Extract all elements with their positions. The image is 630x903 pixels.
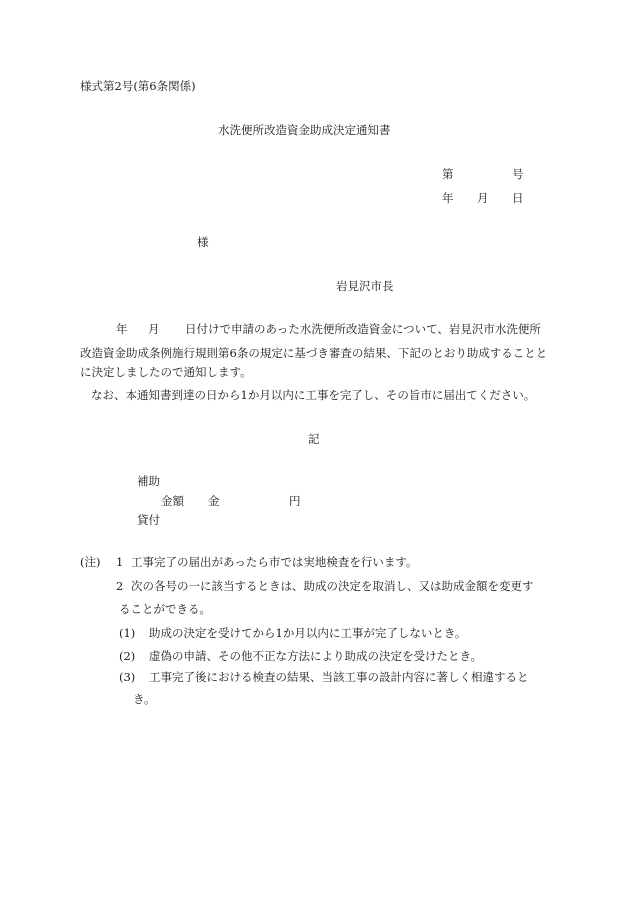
note-item-3-text: 工事完了後における検査の結果、当該工事の設計内容に著しく相違すると xyxy=(149,670,529,684)
note-2-text-line-1: 次の各号の一に該当するときは、助成の決定を取消し、又は助成金額を変更す xyxy=(131,579,534,593)
note-item-2-text: 虚偽の申請、その他不正な方法により助成の決定を受けたとき。 xyxy=(149,649,483,663)
date-day: 日 xyxy=(512,191,524,205)
note-1-text: 工事完了の届出があったら市では実地検査を行います。 xyxy=(131,555,418,569)
doc-no-dai: 第 xyxy=(442,167,454,181)
note-item-3-text-line-2: き。 xyxy=(133,692,156,706)
amount-hojo: 補助 xyxy=(137,474,160,488)
date-month: 月 xyxy=(477,191,489,205)
note-1-number: 1 xyxy=(116,555,124,569)
note-2-text-line-2: ることができる。 xyxy=(119,602,211,616)
issuer: 岩見沢市長 xyxy=(336,279,394,293)
doc-no-go: 号 xyxy=(512,167,524,181)
amount-kingaku: 金額 xyxy=(161,494,184,508)
body-line-2: 改造資金助成条例施行規則第6条の規定に基づき審査の結果、下記のとおり助成することと xyxy=(80,346,548,360)
note-item-1-number: (1) xyxy=(119,626,136,640)
notes-label: (注) xyxy=(80,555,101,569)
body-line-4: なお、本通知書到達の日から1か月以内に工事を完了し、その旨市に届出てください。 xyxy=(91,388,536,402)
note-item-2-number: (2) xyxy=(119,649,136,663)
ki-heading: 記 xyxy=(308,432,320,446)
document-title: 水洗便所改造資金助成決定通知書 xyxy=(218,123,391,137)
body-year: 年 xyxy=(116,322,128,336)
form-number: 様式第2号(第6条関係) xyxy=(80,79,196,93)
body-line-1: 日付けで申請のあった水洗便所改造資金について、岩見沢市水洗便所 xyxy=(185,322,541,336)
amount-en: 円 xyxy=(289,494,301,508)
note-item-3-number: (3) xyxy=(119,670,136,684)
addressee-suffix: 様 xyxy=(197,235,209,249)
body-line-3: に決定しましたので通知します。 xyxy=(80,365,252,379)
date-year: 年 xyxy=(442,191,454,205)
note-item-1-text: 助成の決定を受けてから1か月以内に工事が完了しないとき。 xyxy=(149,626,467,640)
note-2-number: 2 xyxy=(116,579,124,593)
amount-kin: 金 xyxy=(208,494,220,508)
body-month: 月 xyxy=(148,322,160,336)
amount-kashitsuke: 貸付 xyxy=(137,513,160,527)
